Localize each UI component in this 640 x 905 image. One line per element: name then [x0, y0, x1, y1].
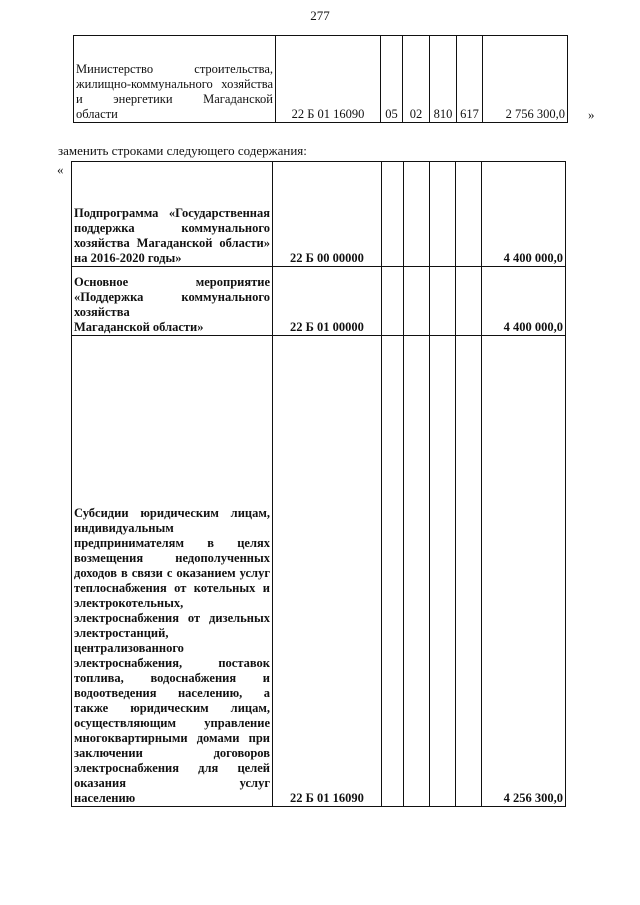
row-name-cell: Основное мероприятие «Поддержка коммунального хозяйства Магаданской области» — [72, 267, 273, 336]
closing-quote: » — [588, 107, 595, 122]
expense-type-cell — [430, 336, 456, 807]
table-row — [72, 162, 566, 267]
ministry-code-cell — [456, 267, 482, 336]
expense-type-cell — [430, 162, 456, 267]
code-cell: 22 Б 01 16090 — [273, 336, 382, 807]
table-row — [72, 267, 566, 336]
row-name-cell: Подпрограмма «Государственная поддержка коммунального хозяйства Магаданской области» на 2016-2020 годы» — [72, 162, 273, 267]
ministry-code-cell — [456, 162, 482, 267]
section-cell — [382, 267, 404, 336]
budget-table-old-row — [73, 35, 568, 123]
amount-cell: 4 400 000,0 — [482, 267, 566, 336]
subsection-cell — [404, 162, 430, 267]
ministry-code-cell: 617 — [457, 36, 483, 123]
code-cell: 22 Б 01 16090 — [276, 36, 381, 123]
subsection-cell: 02 — [403, 36, 430, 123]
expense-type-cell: 810 — [430, 36, 457, 123]
section-cell — [382, 336, 404, 807]
budget-table-new-rows — [71, 161, 566, 807]
section-cell: 05 — [381, 36, 403, 123]
replace-instruction: заменить строками следующего содержания: — [58, 143, 307, 158]
code-cell: 22 Б 01 00000 — [273, 267, 382, 336]
row-name-cell: Министерство строительства, жилищно-коммунального хозяйства и энергетики Магаданской области — [74, 36, 276, 123]
row-name-cell: Субсидии юридическим лицам, индивидуальным предпринимателям в целях возмещения недополученных доходов в связи с оказанием услуг теплоснабжения от котельных и электрокотельных, электроснабжения от дизельных электростанций, централизованного электроснабжения, поставок топлива, водоснабжения и водоотведения населению, а также юридическим лицам, осуществляющим управление многоквартирными домами при заключении договоров электроснабжения для целей оказания услуг населению — [72, 336, 273, 807]
amount-cell: 4 400 000,0 — [482, 162, 566, 267]
amount-cell: 2 756 300,0 — [483, 36, 568, 123]
section-cell — [382, 162, 404, 267]
amount-cell: 4 256 300,0 — [482, 336, 566, 807]
subsection-cell — [404, 267, 430, 336]
table-row — [72, 336, 566, 807]
table-row — [74, 36, 568, 123]
expense-type-cell — [430, 267, 456, 336]
subsection-cell — [404, 336, 430, 807]
opening-quote: « — [57, 162, 64, 177]
ministry-code-cell — [456, 336, 482, 807]
code-cell: 22 Б 00 00000 — [273, 162, 382, 267]
page-number: 277 — [310, 8, 330, 23]
